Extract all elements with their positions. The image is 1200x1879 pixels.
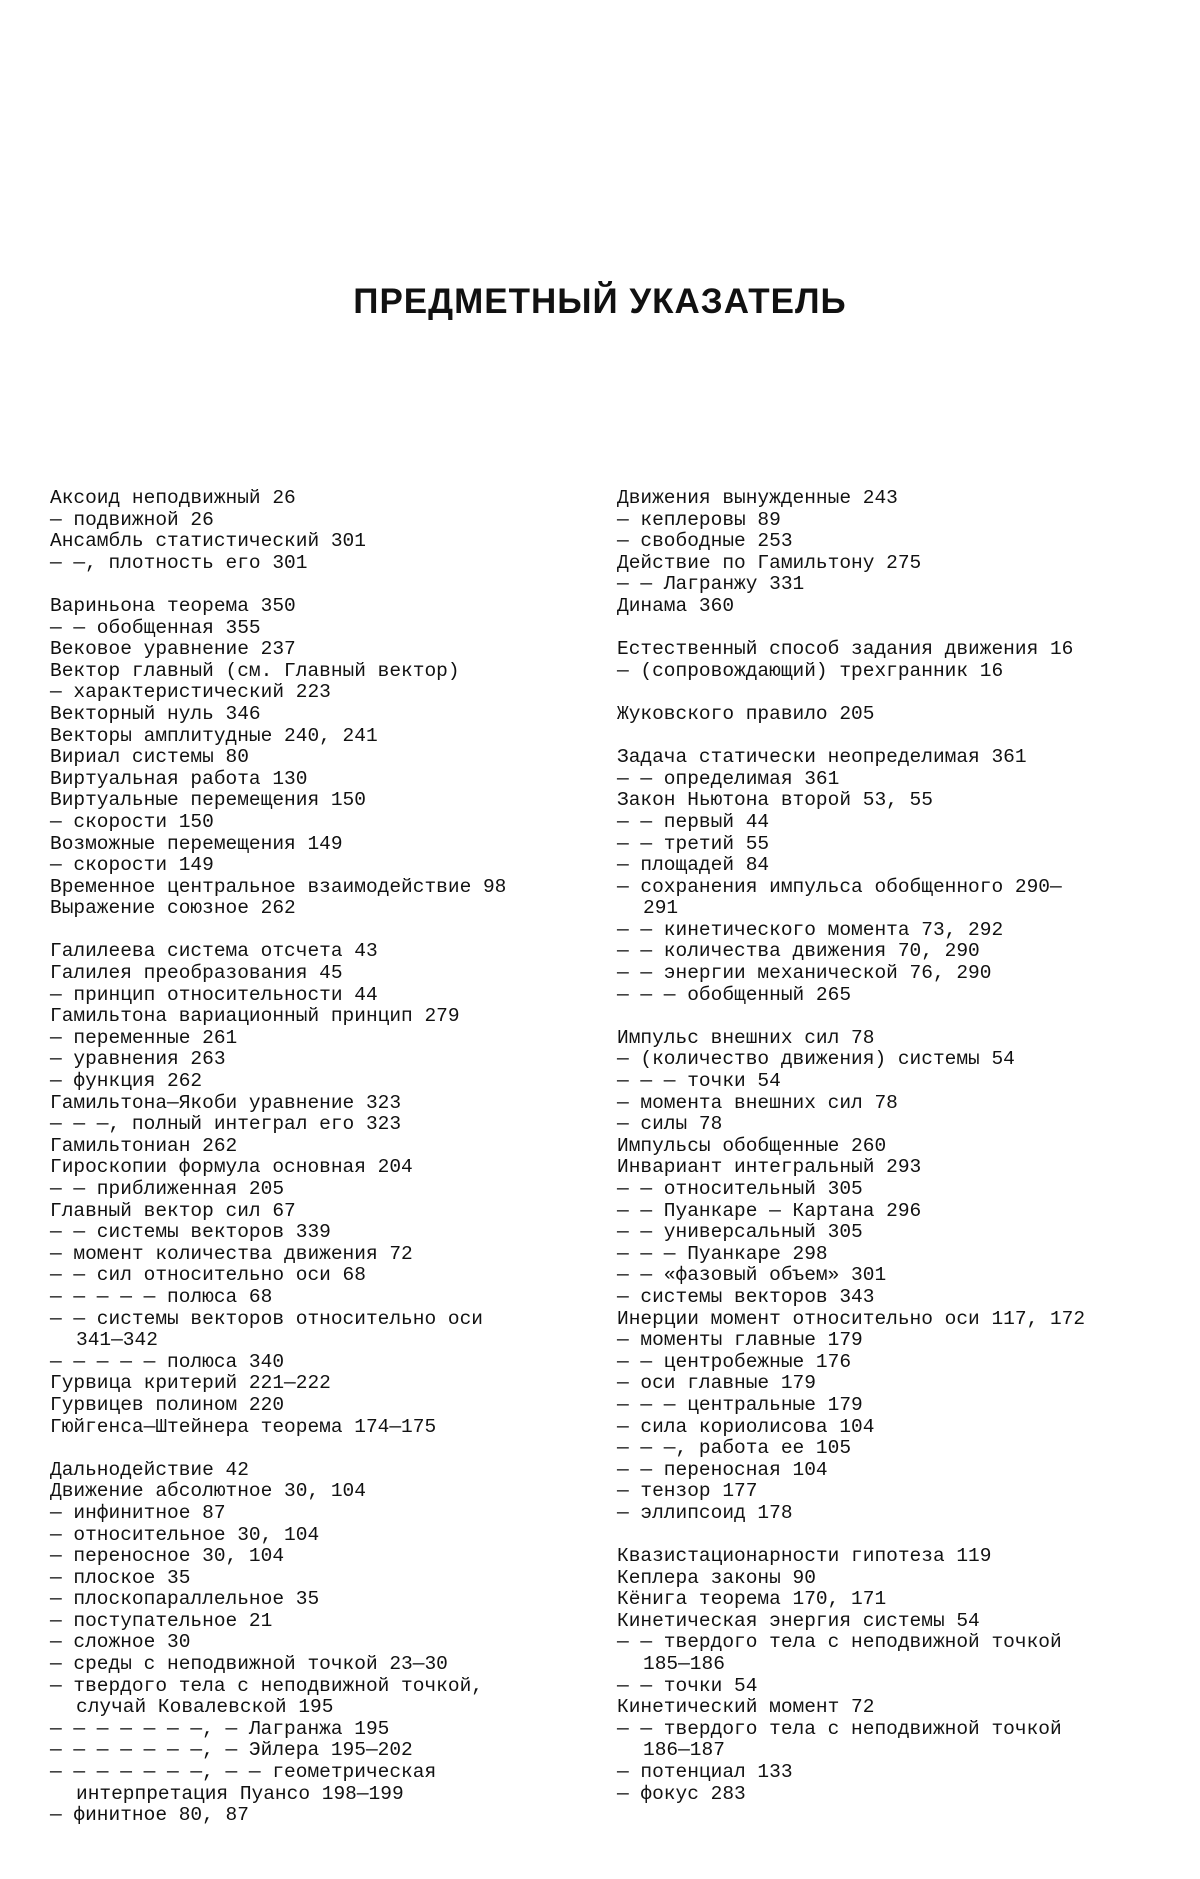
index-column-left — [50, 488, 580, 1848]
index-entry: — — Лагранжу 331 — [617, 573, 805, 596]
index-entry: Квазистационарности гипотеза 119 — [617, 1545, 992, 1568]
index-entry: Аксоид неподвижный 26 — [50, 487, 296, 509]
index-entry: Векторы амплитудные 240, 241 — [50, 724, 378, 747]
index-entry: Гурвица критерий 221—222 — [50, 1372, 331, 1395]
index-entry: — — третий 55 — [617, 832, 770, 855]
index-entry: Временное центральное взаимодействие 98 — [50, 875, 507, 898]
index-entry: Импульсы обобщенные 260 — [617, 1134, 887, 1157]
index-entry: — — определимая 361 — [617, 767, 840, 790]
index-entry: — момента внешних сил 78 — [617, 1091, 898, 1114]
index-entry: — тензор 177 — [617, 1480, 758, 1503]
index-entry: — площадей 84 — [617, 854, 770, 877]
index-entry: — среды с неподвижной точкой 23—30 — [50, 1653, 448, 1676]
index-entry: — переносное 30, 104 — [50, 1545, 285, 1568]
index-entry: Естественный способ задания движения 16 — [617, 638, 1074, 661]
index-entry: — (количество движения) системы 54 — [617, 1048, 1015, 1071]
index-entry: Гамильтона—Якоби уравнение 323 — [50, 1091, 402, 1114]
index-entry: — фокус 283 — [617, 1782, 746, 1805]
index-entry: Кинетическая энергия системы 54 — [617, 1609, 980, 1632]
index-entry: 291 — [643, 897, 679, 920]
index-letter-group — [50, 941, 580, 1438]
index-entry: Гамильтона вариационный принцип 279 — [50, 1005, 460, 1028]
index-entry: — — системы векторов 339 — [50, 1221, 331, 1244]
index-entry: Движение абсолютное 30, 104 — [50, 1480, 366, 1503]
index-entry: — — переносная 104 — [617, 1458, 828, 1481]
index-entry: — принцип относительности 44 — [50, 983, 378, 1006]
index-entry: — — точки 54 — [617, 1674, 758, 1697]
index-entry: Главный вектор сил 67 — [50, 1199, 296, 1222]
index-entry: Импульс внешних сил 78 — [617, 1026, 875, 1049]
index-entry: — плоское 35 — [50, 1566, 191, 1589]
index-entry: — переменные 261 — [50, 1026, 238, 1049]
index-entry: — — количества движения 70, 290 — [617, 940, 980, 963]
index-letter-group — [617, 747, 1162, 1006]
index-entry: Ансамбль статистический 301 — [50, 530, 366, 553]
index-entry: — поступательное 21 — [50, 1609, 273, 1632]
index-entry: — — — — — полюса 340 — [50, 1350, 285, 1373]
index-entry: — — приближенная 205 — [50, 1178, 285, 1200]
index-entry: — —, плотность его 301 — [50, 551, 308, 574]
index-entry: интерпретация Пуансо 198—199 — [76, 1782, 404, 1805]
index-entry: — сохранения импульса обобщенного 290— — [617, 875, 1062, 898]
index-entry: Выражение союзное 262 — [50, 897, 296, 920]
index-entry: Инвариант интегральный 293 — [617, 1156, 922, 1179]
index-entry: — — системы векторов относительно оси — [50, 1307, 483, 1330]
index-entry: — моменты главные 179 — [617, 1329, 863, 1352]
index-entry: — инфинитное 87 — [50, 1501, 226, 1524]
page-title: ПРЕДМЕТНЫЙ УКАЗАТЕЛЬ — [353, 282, 847, 321]
index-entry: — подвижной 26 — [50, 508, 214, 531]
index-entry: — — — — — — —, — — геометрическая — [50, 1761, 437, 1784]
index-entry: Задача статически неопределимая 361 — [617, 746, 1027, 769]
index-entry: — потенциал 133 — [617, 1761, 793, 1784]
index-letter-group — [617, 704, 1162, 726]
index-entry: — — — Пуанкаре 298 — [617, 1242, 828, 1265]
index-entry: Кинетический момент 72 — [617, 1696, 875, 1719]
index-entry: Виртуальная работа 130 — [50, 767, 308, 790]
index-entry: — твердого тела с неподвижной точкой, — [50, 1674, 483, 1697]
index-entry: Гироскопии формула основная 204 — [50, 1156, 413, 1179]
index-entry: — момент количества движения 72 — [50, 1242, 413, 1265]
index-entry: Закон Ньютона второй 53, 55 — [617, 789, 933, 812]
index-entry: — — — — — — —, — Лагранжа 195 — [50, 1717, 390, 1740]
index-entry: — — — обобщенный 265 — [617, 983, 852, 1006]
index-entry: Движения вынужденные 243 — [617, 487, 898, 509]
index-entry: — — — — — полюса 68 — [50, 1285, 273, 1308]
index-entry: — оси главные 179 — [617, 1372, 816, 1395]
index-entry: — — первый 44 — [617, 810, 770, 833]
index-entry: Динама 360 — [617, 594, 735, 617]
index-entry: Возможные перемещения 149 — [50, 832, 343, 855]
index-entry: — — обобщенная 355 — [50, 616, 261, 639]
index-entry: — уравнения 263 — [50, 1048, 226, 1071]
index-entry: Дальнодействие 42 — [50, 1458, 249, 1481]
index-entry: — — «фазовый объем» 301 — [617, 1264, 887, 1287]
index-entry: — — Пуанкаре — Картана 296 — [617, 1199, 922, 1222]
index-entry: Виртуальные перемещения 150 — [50, 789, 366, 812]
index-entry: Галилея преобразования 45 — [50, 962, 343, 985]
index-entry: — эллипсоид 178 — [617, 1501, 793, 1524]
index-entry: — — кинетического момента 73, 292 — [617, 918, 1004, 941]
index-entry: Кеплера законы 90 — [617, 1566, 816, 1589]
index-entry: — скорости 149 — [50, 854, 214, 877]
index-entry: — (сопровождающий) трехгранник 16 — [617, 659, 1004, 682]
index-letter-group — [617, 1028, 1162, 1525]
index-letter-group — [617, 488, 1162, 618]
index-entry: — системы векторов 343 — [617, 1285, 875, 1308]
index-entry: 186—187 — [643, 1739, 725, 1762]
index-entry: Инерции момент относительно оси 117, 172 — [617, 1307, 1086, 1330]
index-entry: Векторный нуль 346 — [50, 702, 261, 725]
index-entry: — — — центральные 179 — [617, 1393, 863, 1416]
index-entry: случай Ковалевской 195 — [76, 1696, 334, 1719]
index-entry: — плоскопараллельное 35 — [50, 1588, 320, 1611]
index-letter-group — [617, 639, 1162, 682]
index-letter-group — [50, 488, 580, 574]
index-entry: — — —, полный интеграл его 323 — [50, 1113, 402, 1136]
index-entry: Вариньона теорема 350 — [50, 594, 296, 617]
index-entry: — свободные 253 — [617, 530, 793, 553]
index-entry: — силы 78 — [617, 1113, 723, 1136]
index-entry: — — — точки 54 — [617, 1070, 781, 1093]
index-entry: — — универсальный 305 — [617, 1221, 863, 1244]
index-entry: 185—186 — [643, 1653, 725, 1676]
index-entry: — — твердого тела с неподвижной точкой — [617, 1717, 1062, 1740]
index-entry: Галилеева система отсчета 43 — [50, 940, 378, 963]
index-entry: Действие по Гамильтону 275 — [617, 551, 922, 574]
index-entry: — сила кориолисова 104 — [617, 1415, 875, 1438]
index-entry: Вириал системы 80 — [50, 746, 249, 769]
index-entry: — кеплеровы 89 — [617, 508, 781, 531]
index-entry: — — относительный 305 — [617, 1178, 863, 1200]
index-entry: — — сил относительно оси 68 — [50, 1264, 366, 1287]
index-entry: Гюйгенса—Штейнера теорема 174—175 — [50, 1415, 437, 1438]
index-letter-group — [50, 1460, 580, 1827]
index-entry: Кёнига теорема 170, 171 — [617, 1588, 887, 1611]
index-entry: 341—342 — [76, 1329, 158, 1352]
index-entry: — относительное 30, 104 — [50, 1523, 320, 1546]
index-entry: — сложное 30 — [50, 1631, 191, 1654]
index-entry: — функция 262 — [50, 1070, 203, 1093]
index-entry: Гамильтониан 262 — [50, 1134, 238, 1157]
index-letter-group — [617, 1546, 1162, 1805]
index-entry: Жуковского правило 205 — [617, 702, 875, 725]
index-entry: — — центробежные 176 — [617, 1350, 852, 1373]
index-column-right — [617, 488, 1162, 1827]
index-entry: — характеристический 223 — [50, 681, 331, 704]
index-entry: — — —, работа ее 105 — [617, 1437, 852, 1460]
index-entry: — скорости 150 — [50, 810, 214, 833]
index-entry: — финитное 80, 87 — [50, 1804, 249, 1827]
index-letter-group — [50, 596, 580, 920]
index-entry: — — энергии механической 76, 290 — [617, 962, 992, 985]
index-entry: Вектор главный (см. Главный вектор) — [50, 659, 460, 682]
index-entry: Гурвицев полином 220 — [50, 1393, 285, 1416]
index-entry: Вековое уравнение 237 — [50, 638, 296, 661]
index-entry: — — — — — — —, — Эйлера 195—202 — [50, 1739, 413, 1762]
index-entry: — — твердого тела с неподвижной точкой — [617, 1631, 1062, 1654]
